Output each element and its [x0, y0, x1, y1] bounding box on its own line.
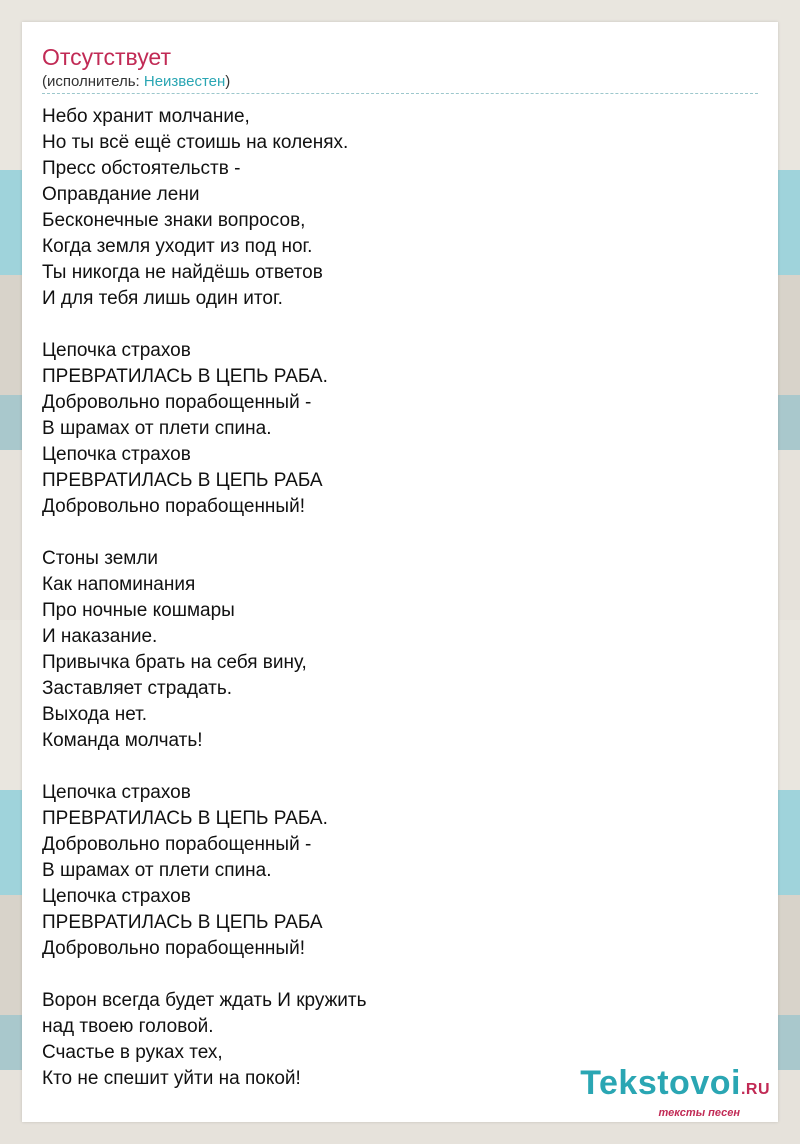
logo-tld: .RU: [740, 1081, 770, 1098]
lyric-line: Цепочка страхов: [42, 340, 191, 361]
performer-line: [42, 72, 230, 92]
lyric-line: Добровольно порабощенный!: [42, 496, 305, 517]
lyric-line: Цепочка страхов: [42, 782, 191, 803]
lyric-line: И наказание.: [42, 626, 158, 647]
lyric-line: Стоны земли: [42, 548, 159, 569]
lyric-line: В шрамах от плети спина.: [42, 418, 272, 439]
lyrics-stanza: [42, 104, 742, 312]
lyric-line: Привычка брать на себя вину,: [42, 652, 307, 673]
lyric-line: над твоею головой.: [42, 1016, 214, 1037]
lyrics-stanza: [42, 338, 742, 520]
lyric-line: Команда молчать!: [42, 730, 203, 751]
lyric-line: Бесконечные знаки вопросов,: [42, 210, 306, 231]
logo-name: Tekstovoi: [580, 1064, 741, 1102]
lyric-line: Выхода нет.: [42, 704, 148, 725]
lyric-line: Ты никогда не найдёшь ответов: [42, 262, 323, 283]
lyric-line: Кто не спешит уйти на покой!: [42, 1068, 301, 1089]
lyric-line: ПРЕВРАТИЛАСЬ В ЦЕПЬ РАБА: [42, 470, 323, 491]
lyric-line: Добровольно порабощенный -: [42, 392, 312, 413]
lyric-line: Счастье в руках тех,: [42, 1042, 223, 1063]
song-title: Отсутствует: [42, 44, 171, 70]
lyrics-sheet: [22, 22, 778, 1122]
lyric-line: Добровольно порабощенный -: [42, 834, 312, 855]
lyric-line: Заставляет страдать.: [42, 678, 232, 699]
lyric-line: Как напоминания: [42, 574, 196, 595]
lyric-line: В шрамах от плети спина.: [42, 860, 272, 881]
lyric-line: ПРЕВРАТИЛАСЬ В ЦЕПЬ РАБА.: [42, 366, 328, 387]
lyric-line: ПРЕВРАТИЛАСЬ В ЦЕПЬ РАБА.: [42, 808, 328, 829]
lyric-line: Но ты всё ещё стоишь на коленях.: [42, 132, 349, 153]
logo-tagline: тексты песен: [658, 1107, 740, 1119]
lyrics-stanza: [42, 546, 742, 754]
lyric-line: Цепочка страхов: [42, 886, 191, 907]
lyric-line: ПРЕВРАТИЛАСЬ В ЦЕПЬ РАБА: [42, 912, 323, 933]
title-divider: [42, 93, 758, 94]
lyric-line: Цепочка страхов: [42, 444, 191, 465]
performer-suffix: ): [225, 73, 231, 90]
performer-prefix: (исполнитель:: [42, 73, 144, 90]
lyric-line: Когда земля уходит из под ног.: [42, 236, 313, 257]
lyric-line: Небо хранит молчание,: [42, 106, 250, 127]
lyric-line: Ворон всегда будет ждать И кружить: [42, 990, 367, 1011]
performer-link[interactable]: Неизвестен: [143, 73, 226, 90]
lyric-line: Пресс обстоятельств -: [42, 158, 241, 179]
lyric-line: Добровольно порабощенный!: [42, 938, 305, 959]
lyric-line: Про ночные кошмары: [42, 600, 235, 621]
lyric-line: И для тебя лишь один итог.: [42, 288, 283, 309]
lyrics-stanza: [42, 780, 742, 962]
site-logo[interactable]: [580, 1066, 770, 1119]
lyrics-body: [42, 104, 742, 1092]
lyric-line: Оправдание лени: [42, 184, 200, 205]
